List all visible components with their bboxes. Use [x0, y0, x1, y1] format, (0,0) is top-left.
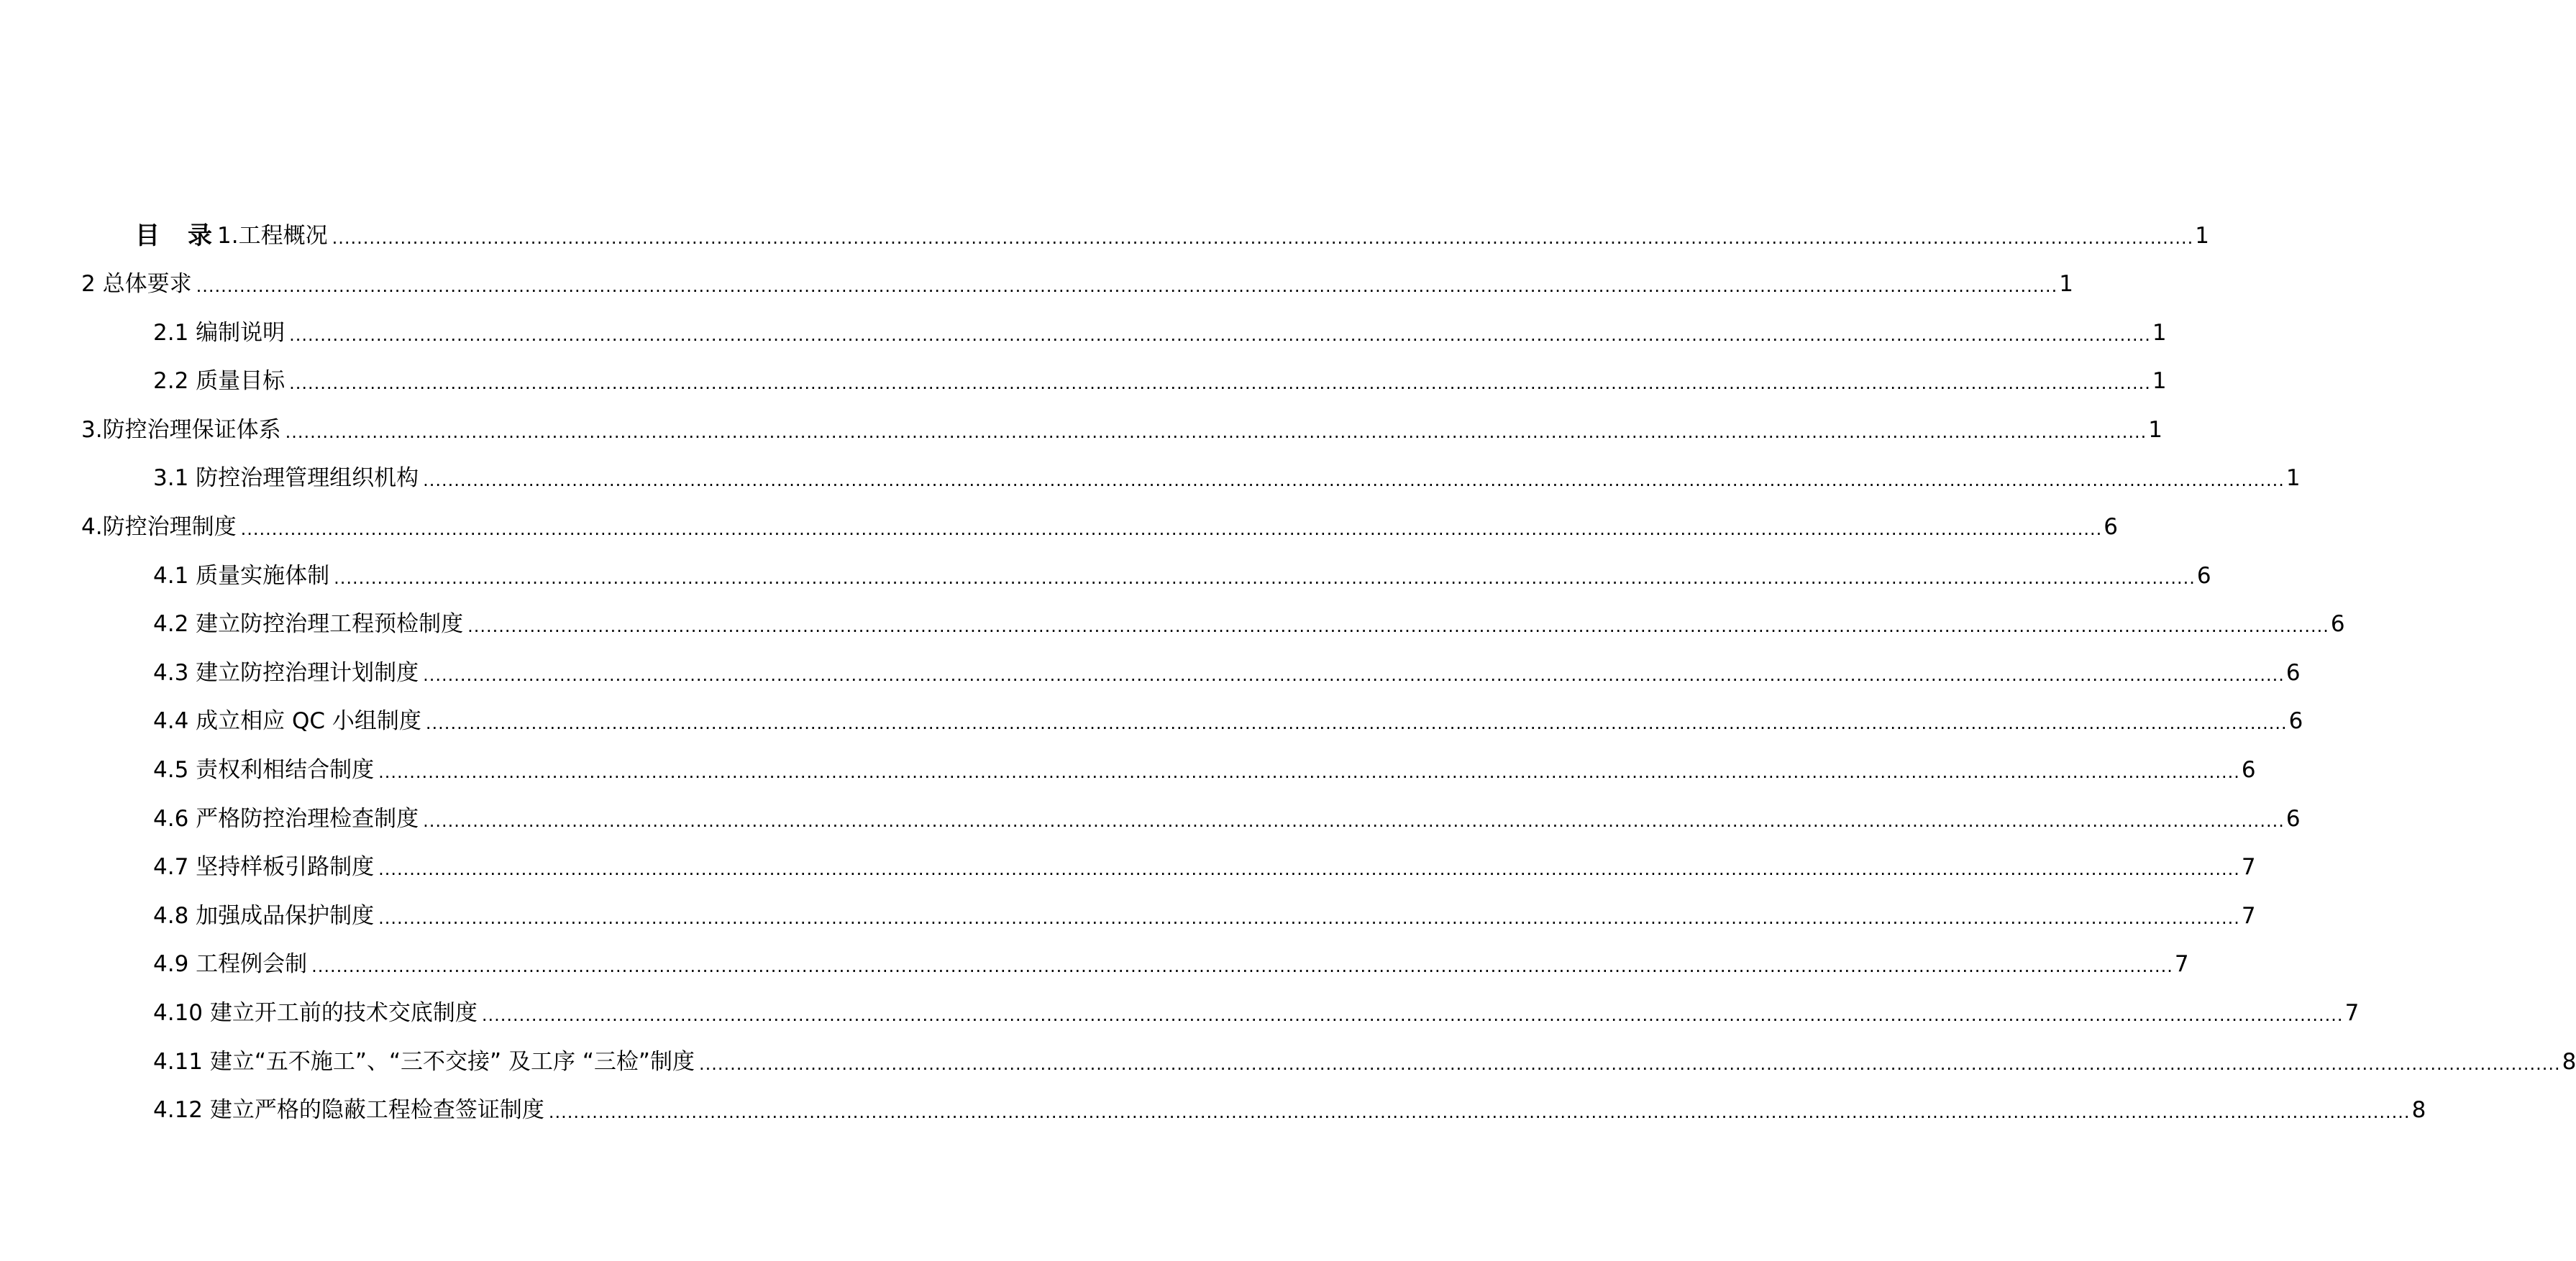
- toc-entry[interactable]: [153, 748, 2256, 784]
- toc-entry-label[interactable]: 4.12 建立严格的隐蔽工程检查签证制度: [153, 1097, 544, 1124]
- toc-entry[interactable]: [81, 505, 2118, 541]
- dot-leader: ............................................................................................................................................................................................................................................................................................................: [423, 664, 2285, 685]
- toc-entry[interactable]: [153, 700, 2303, 735]
- dot-leader: ............................................................................................................................................................................................................................................................................................................: [378, 859, 2240, 880]
- toc-entry-label[interactable]: 1.工程概况: [217, 223, 328, 249]
- toc-entry-page: 1: [2152, 368, 2167, 395]
- toc-entry-page: 8: [2562, 1048, 2576, 1075]
- toc-entry[interactable]: [153, 991, 2360, 1027]
- toc-entry-label[interactable]: 4.4 成立相应 QC 小组制度: [153, 708, 421, 735]
- dot-leader: ............................................................................................................................................................................................................................................................................................................: [378, 907, 2240, 928]
- toc-entry-page: 6: [2196, 562, 2211, 589]
- toc-entry[interactable]: [153, 311, 2167, 347]
- dot-leader: ............................................................................................................................................................................................................................................................................................................: [548, 1102, 2411, 1123]
- toc-entry-page: 6: [2330, 611, 2345, 638]
- toc-entry-page: 7: [2344, 1000, 2360, 1026]
- toc-entry-label[interactable]: 3.1 防控治理管理组织机构: [153, 465, 419, 492]
- toc-entry-page: 7: [2174, 951, 2189, 978]
- dot-leader: ............................................................................................................................................................................................................................................................................................................: [311, 956, 2173, 977]
- toc-entry[interactable]: [153, 943, 2189, 978]
- toc-entry-label[interactable]: 4.9 工程例会制: [153, 951, 308, 978]
- toc-entry-label[interactable]: 4.8 加强成品保护制度: [153, 902, 375, 929]
- dot-leader: ............................................................................................................................................................................................................................................................................................................: [378, 762, 2240, 782]
- toc-entry-label[interactable]: 4.10 建立开工前的技术交底制度: [153, 1000, 478, 1026]
- toc-entry-page: 1: [2195, 223, 2209, 249]
- toc-entry-page: 6: [2241, 757, 2256, 783]
- dot-leader: ............................................................................................................................................................................................................................................................................................................: [289, 324, 2151, 345]
- toc-entry[interactable]: [153, 602, 2345, 638]
- dot-leader: ............................................................................................................................................................................................................................................................................................................: [289, 373, 2151, 394]
- toc-entry-page: 8: [2411, 1097, 2426, 1124]
- toc-entry-page: 1: [2152, 319, 2167, 346]
- toc-entry-page: 6: [2285, 659, 2301, 686]
- toc-entry-page: 1: [2148, 416, 2162, 443]
- toc-entry-label[interactable]: 3.防控治理保证体系: [81, 416, 281, 443]
- dot-leader: ............................................................................................................................................................................................................................................................................................................: [285, 421, 2147, 442]
- toc-title: 目 录: [135, 221, 213, 250]
- toc-entry-label[interactable]: 4.防控治理制度: [81, 514, 237, 540]
- toc-entry-label[interactable]: 4.11 建立“五不施工”、“三不交接” 及工序 “三检”制度: [153, 1048, 695, 1075]
- toc-entry-page: 7: [2241, 854, 2256, 881]
- toc-entry[interactable]: [153, 359, 2167, 395]
- toc-entry[interactable]: [81, 408, 2162, 444]
- toc-entry[interactable]: [153, 1040, 2576, 1076]
- toc-entry-page: 6: [2104, 514, 2118, 540]
- toc-entry-page: 6: [2288, 708, 2303, 735]
- toc-entry[interactable]: [153, 894, 2256, 930]
- dot-leader: ............................................................................................................................................................................................................................................................................................................: [423, 810, 2285, 831]
- toc-entry[interactable]: [153, 457, 2301, 492]
- toc-entry[interactable]: [153, 554, 2211, 590]
- toc-entry-page: 6: [2285, 805, 2301, 832]
- toc-entry-label[interactable]: 4.2 建立防控治理工程预检制度: [153, 611, 464, 638]
- dot-leader: ............................................................................................................................................................................................................................................................................................................: [240, 519, 2103, 539]
- toc-entry-page: 1: [2059, 271, 2073, 297]
- toc-entry-label[interactable]: 2 总体要求: [81, 271, 192, 297]
- toc-entry[interactable]: [153, 651, 2301, 687]
- toc-entry[interactable]: [153, 845, 2256, 881]
- toc-entry-label[interactable]: 4.3 建立防控治理计划制度: [153, 659, 419, 686]
- toc-entry-label[interactable]: 2.1 编制说明: [153, 319, 286, 346]
- dot-leader: ............................................................................................................................................................................................................................................................................................................: [332, 228, 2194, 248]
- toc-entry-label[interactable]: 4.7 坚持样板引路制度: [153, 854, 375, 881]
- toc-entry[interactable]: [153, 797, 2301, 833]
- toc-heading-line: [135, 214, 2209, 250]
- toc-entry-label[interactable]: 4.5 责权利相结合制度: [153, 757, 375, 783]
- toc-entry-label[interactable]: 4.6 严格防控治理检查制度: [153, 805, 419, 832]
- toc-entry-page: 1: [2285, 465, 2301, 492]
- toc-entry-label[interactable]: 4.1 质量实施体制: [153, 562, 330, 589]
- toc-entry-page: 7: [2241, 902, 2256, 929]
- toc-entry[interactable]: [81, 262, 2073, 298]
- dot-leader: ............................................................................................................................................................................................................................................................................................................: [481, 1005, 2344, 1025]
- dot-leader: ............................................................................................................................................................................................................................................................................................................: [425, 713, 2288, 734]
- dot-leader: ............................................................................................................................................................................................................................................................................................................: [467, 616, 2329, 637]
- dot-leader: ............................................................................................................................................................................................................................................................................................................: [423, 470, 2285, 491]
- dot-leader: ............................................................................................................................................................................................................................................................................................................: [334, 567, 2196, 588]
- dot-leader: ............................................................................................................................................................................................................................................................................................................: [196, 276, 2058, 296]
- toc-entry-label[interactable]: 2.2 质量目标: [153, 368, 286, 395]
- dot-leader: ............................................................................................................................................................................................................................................................................................................: [698, 1053, 2561, 1074]
- toc-entry[interactable]: [153, 1088, 2426, 1124]
